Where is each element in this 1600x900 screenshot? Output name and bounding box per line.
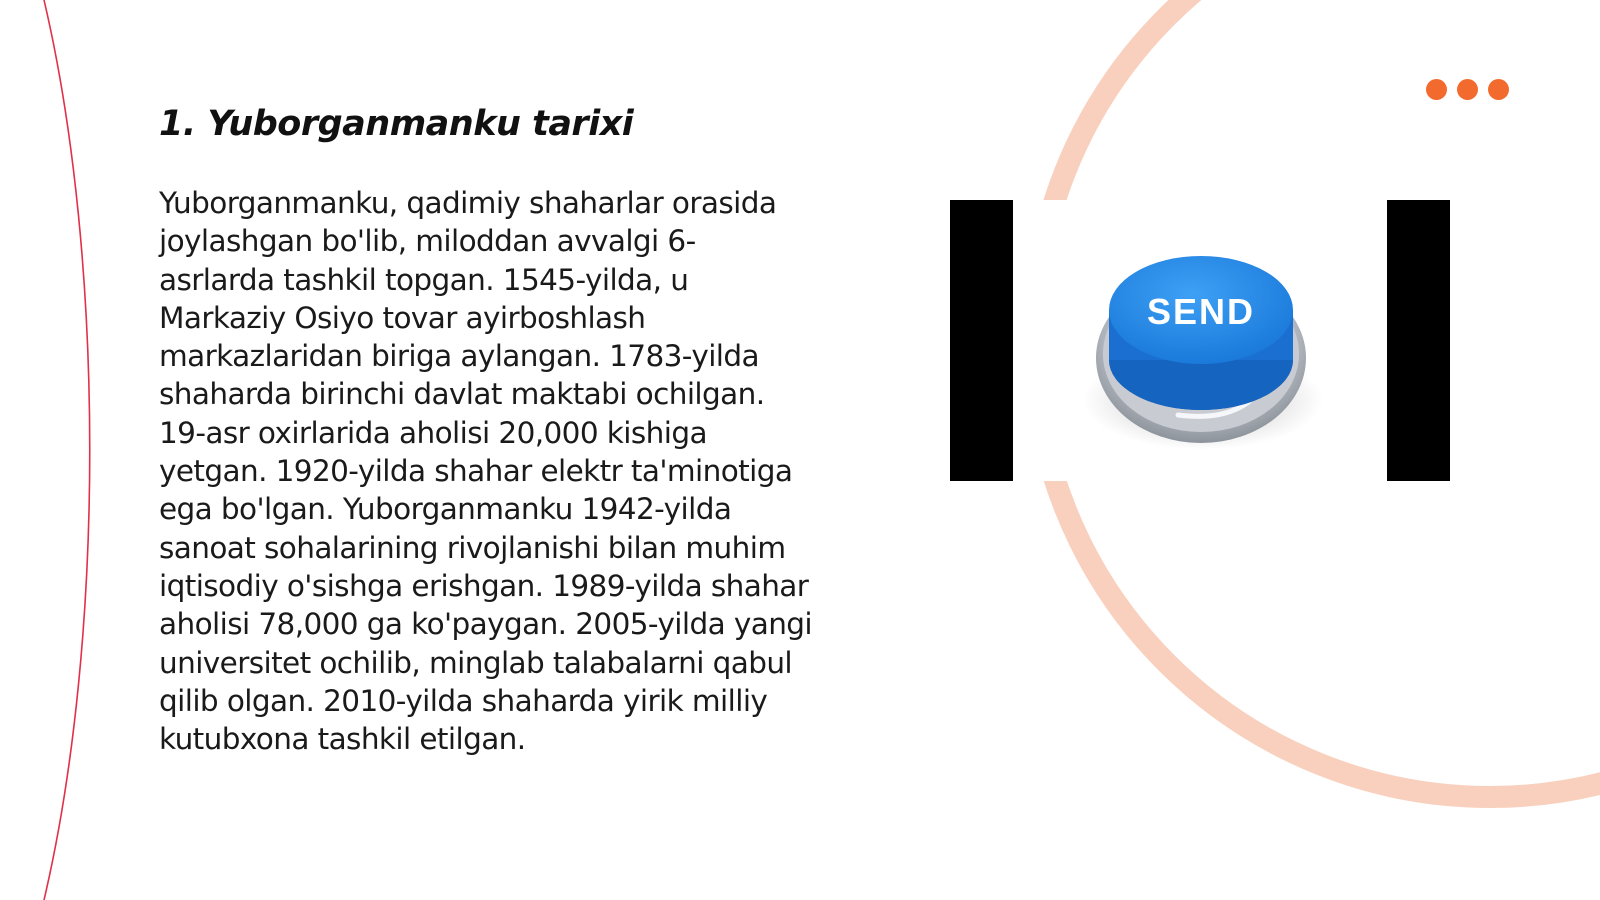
- dot-icon: [1426, 79, 1447, 100]
- letterbox-left: [950, 200, 1013, 481]
- dot-icon: [1457, 79, 1478, 100]
- body-line: sanoat sohalarining rivojlanishi bilan muhim: [159, 530, 786, 565]
- body-line: aholisi 78,000 ga ko'paygan. 2005-yilda yangi: [159, 607, 813, 642]
- send-button-icon: [1013, 200, 1387, 481]
- body-line: iqtisodiy o'sishga erishgan. 1989-yilda shahar: [159, 568, 809, 603]
- slide-title: 1. Yuborganmanku tarixi: [159, 104, 634, 144]
- body-line: joylashgan bo'lib, miloddan avvalgi 6-: [159, 224, 696, 259]
- send-button-image: [950, 200, 1450, 481]
- body-line: qilib olgan. 2010-yilda shaharda yirik milliy: [159, 683, 768, 718]
- body-line: Yuborganmanku, qadimiy shaharlar orasida: [159, 186, 777, 220]
- body-line: ega bo'lgan. Yuborganmanku 1942-yilda: [159, 492, 732, 527]
- dot-icon: [1488, 79, 1509, 100]
- left-accent-curve: [44, 0, 90, 900]
- letterbox-right: [1387, 200, 1450, 481]
- body-line: 19-asr oxirlarida aholisi 20,000 kishiga: [159, 415, 707, 450]
- body-line: asrlarda tashkil topgan. 1545-yilda, u: [159, 262, 689, 297]
- body-line: universitet ochilib, minglab talabalarni qabul: [159, 645, 793, 680]
- menu-dots: [1426, 79, 1509, 100]
- slide-body: [159, 184, 859, 758]
- body-line: kutubxona tashkil etilgan.: [159, 722, 526, 757]
- send-label: SEND: [1146, 291, 1256, 332]
- body-line: shaharda birinchi davlat maktabi ochilgan.: [159, 377, 765, 412]
- body-line: Markaziy Osiyo tovar ayirboshlash: [159, 300, 646, 335]
- body-line: yetgan. 1920-yilda shahar elektr ta'minotiga: [159, 454, 793, 489]
- body-line: markazlaridan biriga aylangan. 1783-yilda: [159, 339, 759, 374]
